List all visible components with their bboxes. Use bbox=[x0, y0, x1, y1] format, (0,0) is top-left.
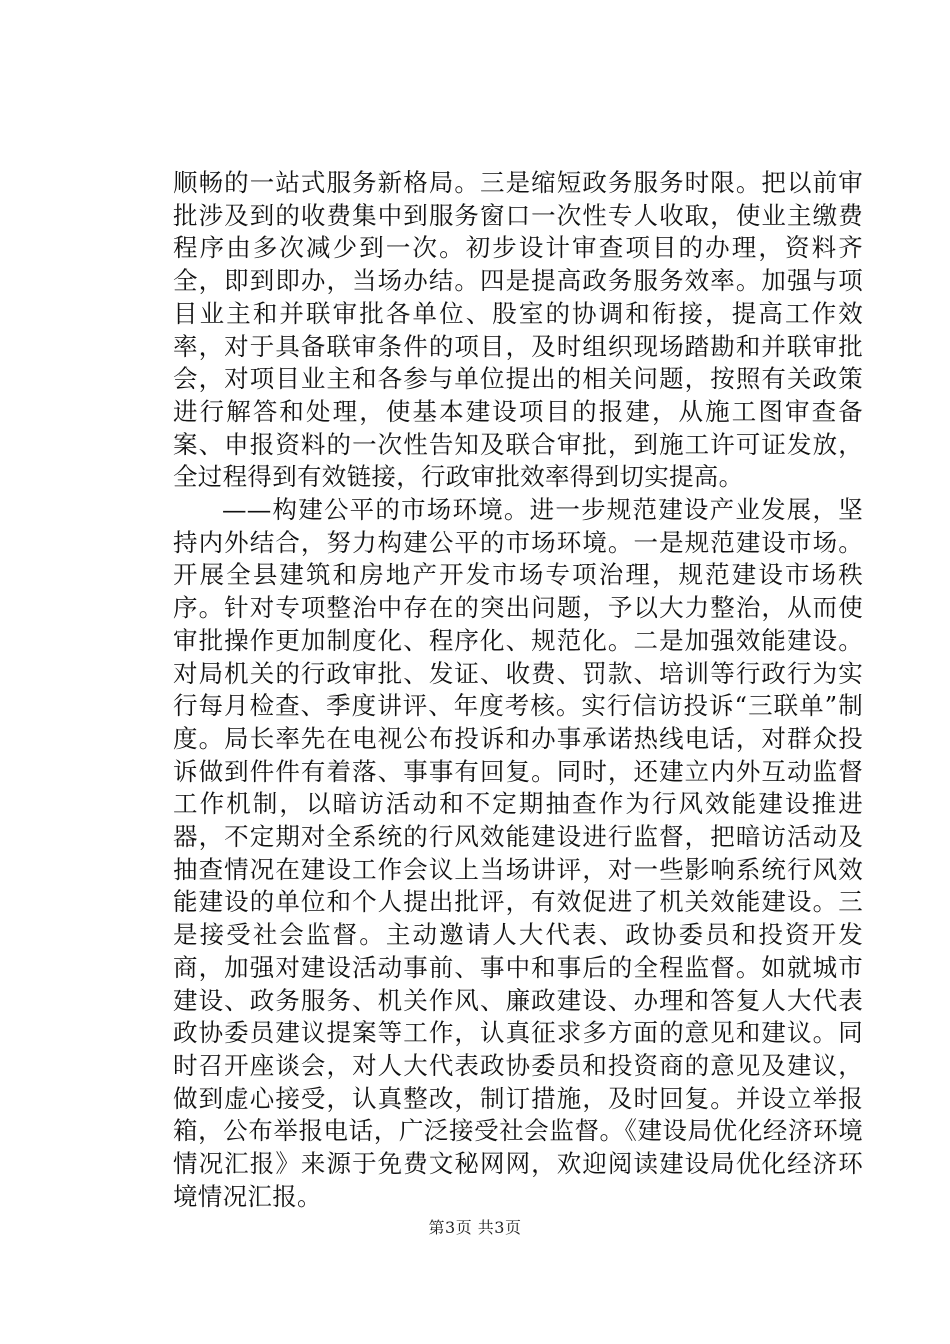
paragraph-market-environment: ——构建公平的市场环境。进一步规范建设产业发展，坚持内外结合，努力构建公平的市场环境。一是规范建设市场。开展全县建筑和房地产开发市场专项治理，规范建设市场秩序。针对专项整治中存在的突出问题，予以大力整治，从而使审批操作更加制度化、程序化、规范化。二是加强效能建设。对局机关的行政审批、发证、收费、罚款、培训等行政行为实行每月检查、季度讲评、年度考核。实行信访投诉“三联单”制度。局长率先在电视公布投诉和办事承诺热线电话，对群众投诉做到件件有着落、事事有回复。同时，还建立内外互动监督工作机制，以暗访活动和不定期抽查作为行风效能建设推进器，不定期对全系统的行风效能建设进行监督，把暗访活动及抽查情况在建设工作会议上当场讲评，对一些影响系统行风效能建设的单位和个人提出批评，有效促进了机关效能建设。三是接受社会监督。主动邀请人大代表、政协委员和投资开发商，加强对建设活动事前、事中和事后的全程监督。如就城市建设、政务服务、机关作风、廉政建设、办理和答复人大代表政协委员建议提案等工作，认真征求多方面的意见和建议。同时召开座谈会，对人大代表政协委员和投资商的意见及建议，做到虚心接受，认真整改，制订措施，及时回复。并设立举报箱，公布举报电话，广泛接受社会监督。《建设局优化经济环境情况汇报》来源于免费文秘网网，欢迎阅读建设局优化经济环境情况汇报。 bbox=[173, 495, 863, 1211]
paragraph-continuation: 顺畅的一站式服务新格局。三是缩短政务服务时限。把以前审批涉及到的收费集中到服务窗口一次性专人收取，使业主缴费程序由多次减少到一次。初步设计审查项目的办理，资料齐全，即到即办，当场办结。四是提高政务服务效率。加强与项目业主和并联审批各单位、股室的协调和衔接，提高工作效率，对于具备联审条件的项目，及时组织现场踏勘和并联审批会，对项目业主和各参与单位提出的相关问题，按照有关政策进行解答和处理，使基本建设项目的报建，从施工图审查备案、申报资料的一次性告知及联合审批，到施工许可证发放，全过程得到有效链接，行政审批效率得到切实提高。 bbox=[173, 168, 863, 492]
document-body bbox=[173, 167, 863, 1214]
page-number-footer: 第3页 共3页 bbox=[428, 1218, 522, 1237]
